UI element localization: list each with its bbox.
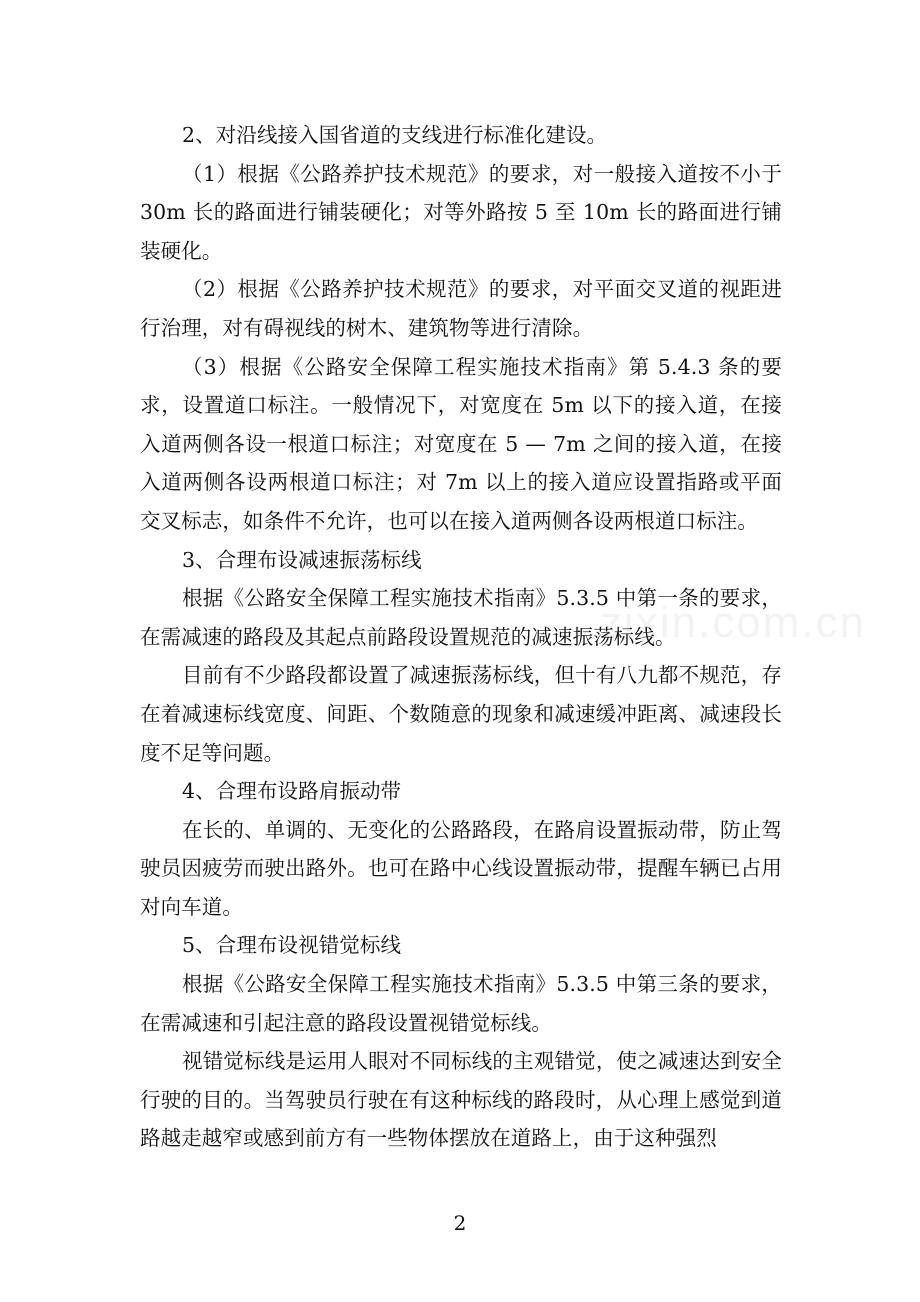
paragraph-heading-2: 2、对沿线接入国省道的支线进行标准化建设。 [182, 123, 608, 147]
document-body [140, 116, 782, 1158]
paragraph-item-3: （3）根据《公路安全保障工程实施技术指南》第 5.4.3 条的要求，设置道口标注。一般情况下，对宽度在 5m 以下的接入道，在接入道两侧各设一根道口标注；对宽度在 5 — 7m 之间的接入道，在接入道两侧各设两根道口标注；对 7m 以上的接入道应设置指路或平面交叉标志，如条件不允许，也可以在接入道两侧各设两根道口标注。 [140, 354, 782, 533]
paragraph-body: 根据《公路安全保障工程实施技术指南》5.3.5 中第三条的要求，在需减速和引起注意的路段设置视错觉标线。 [140, 972, 782, 1035]
paragraph-body: 根据《公路安全保障工程实施技术指南》5.3.5 中第一条的要求，在需减速的路段及其起点前路段设置规范的减速振荡标线。 [140, 586, 782, 649]
paragraph-heading-4: 4、合理布设路肩振动带 [182, 779, 402, 804]
paragraph-heading-3: 3、合理布设减速振荡标线 [182, 547, 422, 572]
watermark: zixin.com.cn [600, 598, 867, 647]
paragraph-body: 在长的、单调的、无变化的公路路段，在路肩设置振动带，防止驾驶员因疲劳而驶出路外。也可在路中心线设置振动带，提醒车辆已占用对向车道。 [140, 817, 782, 919]
paragraph-item-1: （1）根据《公路养护技术规范》的要求，对一般接入道按不小于 30m 长的路面进行铺装硬化；对等外路按 5 至 10m 长的路面进行铺装硬化。 [140, 161, 782, 263]
page-number: 2 [453, 1211, 467, 1235]
paragraph-heading-5: 5、合理布设视错觉标线 [182, 933, 402, 958]
paragraph-item-2: （2）根据《公路养护技术规范》的要求，对平面交叉道的视距进行治理，对有碍视线的树木、建筑物等进行清除。 [140, 277, 782, 340]
paragraph-body: 视错觉标线是运用人眼对不同标线的主观错觉，使之减速达到安全行驶的目的。当驾驶员行驶在有这种标线的路段时，从心理上感觉到道路越走越窄或感到前方有一些物体摆放在道路上，由于这种强烈 [140, 1049, 782, 1151]
paragraph-body: 目前有不少路段都设置了减速振荡标线，但十有八九都不规范，存在着减速标线宽度、间距、个数随意的现象和减速缓冲距离、减速段长度不足等问题。 [140, 663, 782, 765]
